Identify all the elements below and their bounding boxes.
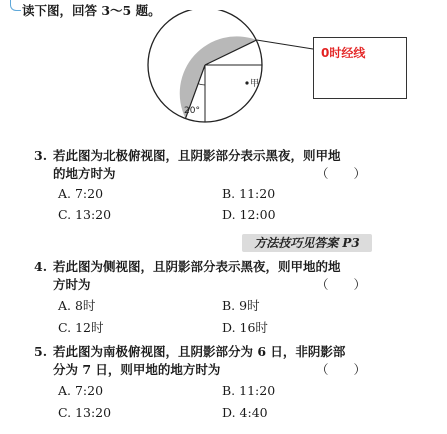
q4-answer-paren: （ ）	[316, 277, 367, 292]
q3-stem-line2: 的地方时为	[53, 166, 116, 181]
q5-option-b[interactable]: B. 11:20	[222, 383, 276, 398]
q4-number: 4.	[34, 259, 48, 274]
q4-option-a[interactable]: A. 8时	[58, 298, 96, 313]
q4-option-d[interactable]: D. 16时	[222, 320, 268, 335]
earth-diagram	[140, 10, 315, 125]
angle-label: 20°	[184, 106, 200, 116]
q5-option-d[interactable]: D. 4:40	[222, 405, 268, 420]
tip-badge: 方法技巧见答案 P3	[242, 234, 372, 252]
q5-option-c[interactable]: C. 13:20	[58, 405, 112, 420]
point-jia	[245, 81, 248, 84]
corner-mark-icon	[10, 0, 21, 11]
leader-line	[257, 40, 313, 49]
q4-option-c[interactable]: C. 12时	[58, 320, 104, 335]
q3-option-a[interactable]: A. 7:20	[58, 186, 104, 201]
q3-answer-paren: （ ）	[316, 166, 367, 181]
q3-number: 3.	[34, 148, 48, 163]
point-jia-label: 甲	[250, 79, 260, 89]
q3-stem-line1: 若此图为北极俯视图，且阴影部分表示黑夜，则甲地	[53, 148, 341, 163]
q4-option-b[interactable]: B. 9时	[222, 298, 260, 313]
angle-arc	[198, 84, 205, 85]
q5-answer-paren: （ ）	[316, 362, 367, 377]
q4-stem-line2: 方时为	[53, 277, 91, 292]
intro-text: 读下图，回答 3～5 题。	[22, 3, 161, 18]
q5-number: 5.	[34, 344, 48, 359]
q5-option-a[interactable]: A. 7:20	[58, 383, 104, 398]
q3-option-b[interactable]: B. 11:20	[222, 186, 276, 201]
q4-stem-line1: 若此图为侧视图，且阴影部分表示黑夜，则甲地的地	[53, 259, 341, 274]
q5-stem-line2: 分为 7 日，则甲地的地方时为	[53, 362, 221, 377]
q3-option-d[interactable]: D. 12:00	[222, 207, 276, 222]
q5-stem-line1: 若此图为南极俯视图，且阴影部分为 6 日，非阴影部	[53, 344, 346, 359]
meridian-label: 0时经线	[321, 46, 366, 60]
q3-option-c[interactable]: C. 13:20	[58, 207, 112, 222]
